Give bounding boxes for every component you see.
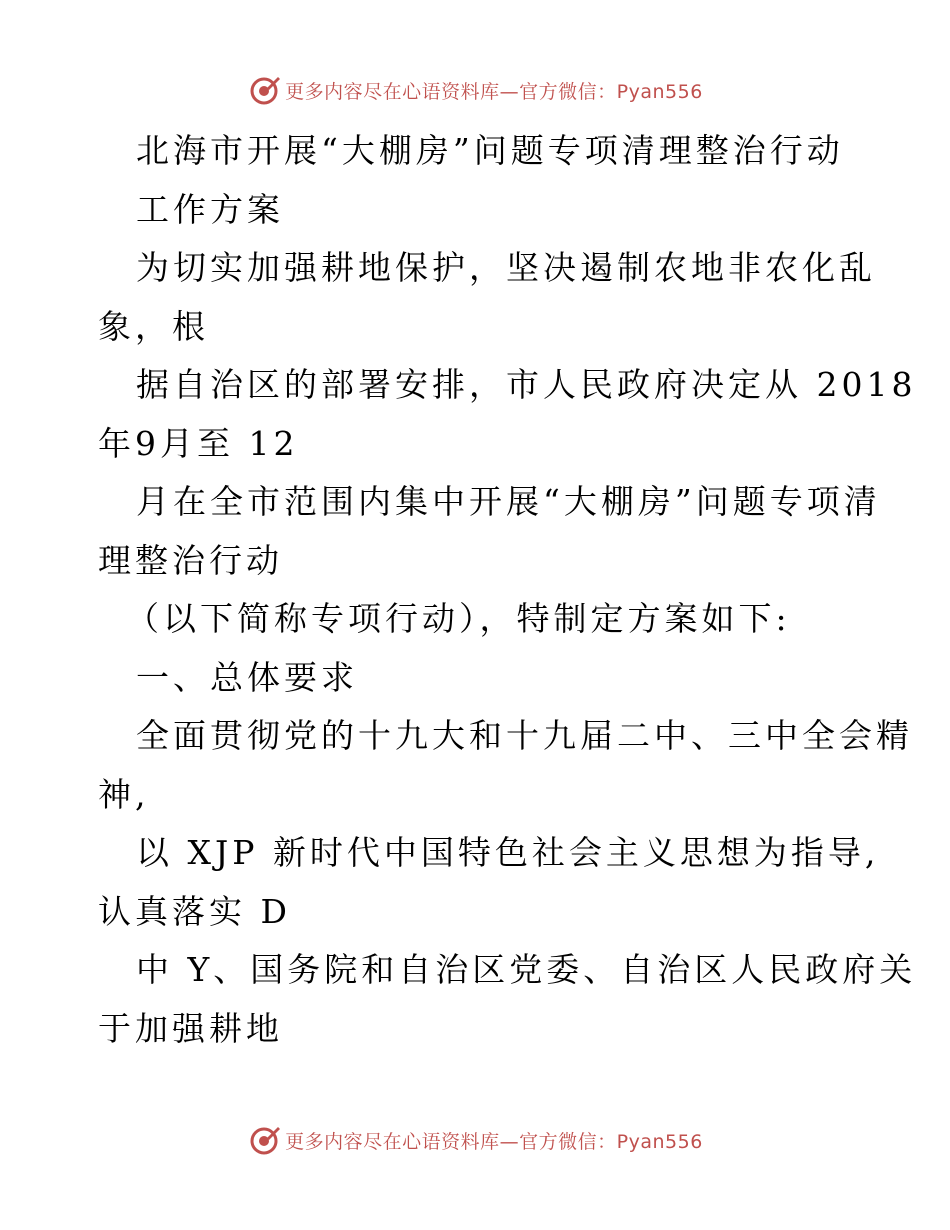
paragraph-line: 月在全市范围内集中开展“大棚房”问题专项清 bbox=[136, 482, 881, 521]
pen-circle-logo-icon bbox=[247, 73, 281, 107]
paragraph-line: （以下简称专项行动），特制定方案如下: bbox=[126, 599, 791, 638]
paragraph-line: 据自治区的部署安排，市人民政府决定从 2018 bbox=[136, 365, 917, 404]
document-body bbox=[98, 122, 917, 1058]
paragraph-line: 中 Y、国务院和自治区党委、自治区人民政府关 bbox=[136, 950, 917, 989]
pen-circle-logo-icon bbox=[247, 1123, 281, 1157]
document-title-line-1: 北海市开展“大棚房”问题专项清理整治行动 bbox=[136, 131, 844, 170]
paragraph-line: 以 XJP 新时代中国特色社会主义思想为指导, bbox=[136, 833, 880, 872]
section-heading: 一、总体要求 bbox=[136, 657, 358, 697]
footer-banner bbox=[0, 1120, 950, 1160]
document-title-line-2: 工作方案 bbox=[136, 189, 284, 229]
paragraph-line: 理整治行动 bbox=[98, 540, 283, 580]
paragraph-line: 象，根 bbox=[98, 306, 209, 346]
header-banner bbox=[0, 70, 950, 110]
paragraph-line: 认真落实 D bbox=[98, 891, 291, 931]
header-banner-text: 更多内容尽在心语资料库—官方微信：Pyan556 bbox=[285, 80, 703, 103]
paragraph-line: 年9月至 12 bbox=[98, 423, 299, 463]
paragraph-line: 于加强耕地 bbox=[98, 1008, 283, 1048]
paragraph-line: 神, bbox=[98, 774, 150, 814]
footer-banner-text: 更多内容尽在心语资料库—官方微信：Pyan556 bbox=[285, 1130, 703, 1153]
paragraph-line: 全面贯彻党的十九大和十九届二中、三中全会精 bbox=[136, 716, 913, 755]
paragraph-line: 为切实加强耕地保护，坚决遏制农地非农化乱 bbox=[136, 248, 876, 287]
